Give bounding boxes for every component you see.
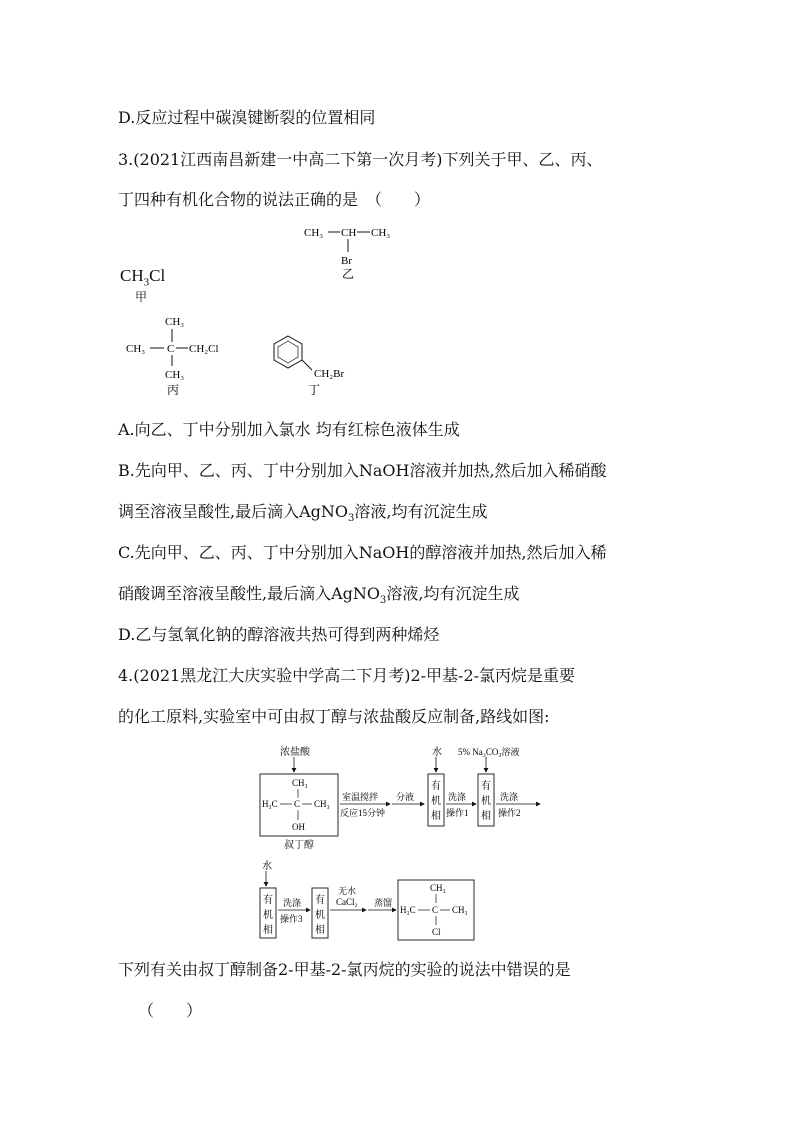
structure-bing [120,312,240,398]
option-c-line2: 硝酸调至溶液呈酸性,最后滴入AgNO$_3$溶液,均有沉淀生成 [118,584,520,607]
svg-text:CH₂Cl: CH₂Cl [189,343,219,355]
option-d: D.乙与氢氧化钠的醇溶液共热可得到两种烯烃 [118,625,440,644]
svg-text:C: C [294,799,301,809]
svg-text:无水: 无水 [338,886,357,896]
structure-yi [300,220,410,282]
svg-text:CaCl₂: CaCl₂ [336,897,358,907]
question-4-prompt: 下列有关由叔丁醇制备2-甲基-2-氯丙烷的实验的说法中错误的是 [118,960,571,979]
svg-text:丁: 丁 [308,383,321,397]
structure-jia: $CH_3Cl$ [120,266,166,289]
svg-text:CH₃: CH₃ [126,343,146,355]
option-b-line1: B.先向甲、乙、丙、丁中分别加入NaOH溶液并加热,然后加入稀硝酸 [118,461,607,480]
svg-text:操作1: 操作1 [446,808,469,818]
svg-text:水: 水 [432,747,442,758]
svg-text:C: C [167,343,175,355]
svg-text:洗涤: 洗涤 [283,898,302,908]
svg-text:机: 机 [481,796,491,807]
svg-text:室温搅拌: 室温搅拌 [342,792,379,802]
svg-text:有: 有 [315,895,325,906]
yi-br: Br [341,255,352,267]
svg-text:CH₃: CH₃ [314,799,330,809]
yi-left: CH₃ [304,227,324,239]
svg-text:操作2: 操作2 [498,808,521,818]
reagent-hcl: 浓盐酸 [280,747,310,758]
svg-text:相: 相 [263,925,273,936]
svg-text:Cl: Cl [432,927,441,937]
svg-text:分液: 分液 [396,792,415,802]
option-a: A.向乙、丁中分别加入氯水 均有红棕色液体生成 [118,420,460,439]
svg-text:CH₃: CH₃ [430,883,446,893]
tba-label: 叔丁醇 [284,840,314,851]
svg-text:C: C [432,905,439,915]
option-c-line1: C.先向甲、乙、丙、丁中分别加入NaOH的醇溶液并加热,然后加入稀 [118,543,607,562]
svg-text:机: 机 [263,910,273,921]
svg-text:相: 相 [431,811,441,822]
svg-text:洗涤: 洗涤 [500,792,519,802]
question-4-line1: 4.(2021黑龙江大庆实验中学高二下月考)2-甲基-2-氯丙烷是重要 [118,666,576,685]
svg-text:有: 有 [431,781,441,792]
svg-text:CH₃: CH₃ [165,316,185,328]
svg-text:CH₃: CH₃ [165,369,185,381]
yi-label: 乙 [342,267,355,281]
svg-text:有: 有 [481,781,491,792]
question-3-line1: 3.(2021江西南昌新建一中高二下第一次月考)下列关于甲、乙、丙、 [118,150,603,169]
question-3-line2: 丁四种有机化合物的说法正确的是 （ ） [118,190,431,209]
svg-text:蒸馏: 蒸馏 [374,898,393,908]
svg-text:CH₃: CH₃ [292,778,308,788]
svg-text:洗涤: 洗涤 [448,792,467,802]
svg-text:H₃C: H₃C [262,799,278,809]
svg-text:机: 机 [315,910,325,921]
question-4-line2: 的化工原料,实验室中可由叔丁醇与浓盐酸反应制备,路线如图: [118,707,550,726]
svg-text:相: 相 [481,811,491,822]
svg-text:丙: 丙 [167,383,180,397]
synthesis-flow-diagram-row2 [250,858,490,944]
option-b-line2: 调至溶液呈酸性,最后滴入AgNO$_3$溶液,均有沉淀生成 [118,502,488,525]
yi-right: CH₃ [371,227,391,239]
jia-label: 甲 [135,290,148,304]
svg-text:CH₃: CH₃ [452,905,468,915]
svg-text:机: 机 [431,796,441,807]
svg-text:相: 相 [315,925,325,936]
yi-mid: CH [341,227,357,239]
svg-text:反应15分钟: 反应15分钟 [340,808,386,818]
svg-text:CH₂Br: CH₂Br [314,368,345,380]
svg-text:5% Na₂CO₃溶液: 5% Na₂CO₃溶液 [458,747,520,757]
svg-text:有: 有 [263,895,273,906]
svg-text:水: 水 [262,861,272,872]
structure-ding [268,332,368,402]
svg-text:OH: OH [292,822,305,832]
svg-text:操作3: 操作3 [280,914,303,924]
answer-blank: （ ） [138,1001,203,1020]
svg-text:H₃C: H₃C [400,905,416,915]
option-d-prev: D.反应过程中碳溴键断裂的位置相同 [118,108,376,127]
